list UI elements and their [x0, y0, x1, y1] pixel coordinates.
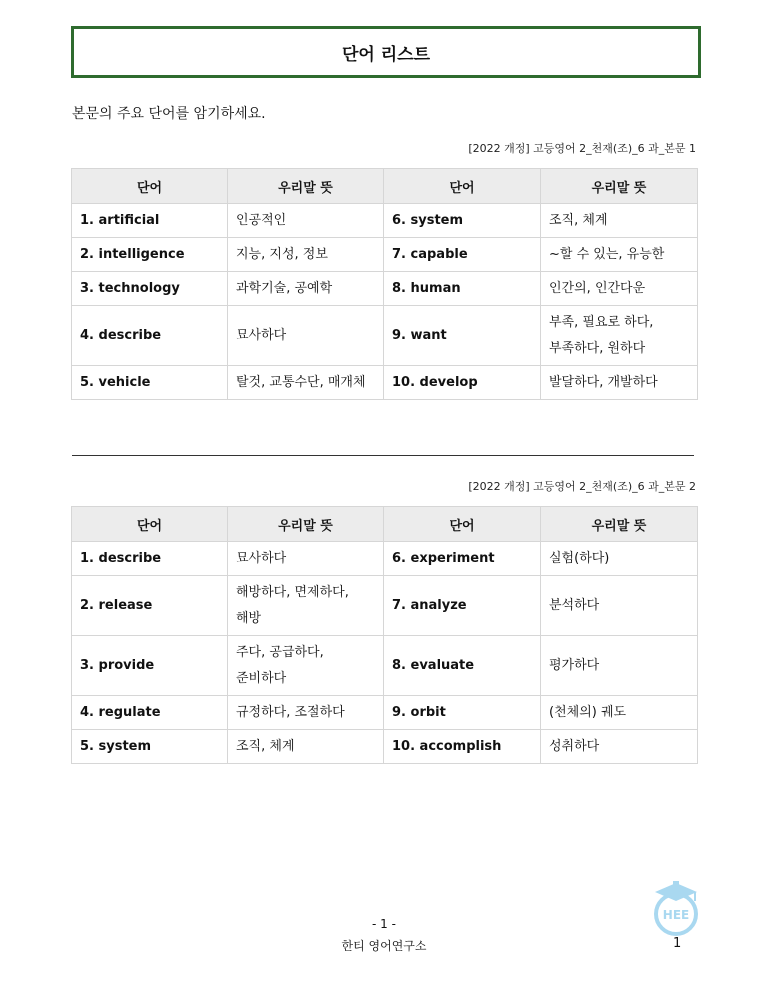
meaning-line: 부족, 필요로 하다,	[549, 314, 654, 330]
meaning-cell	[228, 272, 384, 306]
logo-text: HEE	[662, 908, 690, 922]
meaning-line: 발달하다, 개발하다	[549, 374, 658, 390]
column-header: 우리말 뜻	[228, 169, 384, 204]
meaning-cell	[228, 696, 384, 730]
word-cell: 5. system	[72, 730, 228, 764]
table-row	[72, 576, 698, 636]
meaning-line: 묘사하다	[236, 550, 287, 566]
meaning-cell	[228, 636, 384, 696]
meaning-cell	[228, 576, 384, 636]
meaning-cell	[228, 542, 384, 576]
word-cell: 10. develop	[384, 366, 541, 400]
word-cell: 6. experiment	[384, 542, 541, 576]
meaning-cell	[541, 272, 698, 306]
meaning-cell	[541, 696, 698, 730]
meaning-line: 주다, 공급하다,	[236, 644, 324, 660]
word-cell: 8. human	[384, 272, 541, 306]
table-row	[72, 636, 698, 696]
table-row	[72, 204, 698, 238]
meaning-cell	[541, 238, 698, 272]
page-number: - 1 -	[372, 917, 396, 931]
meaning-line: 실험(하다)	[549, 550, 610, 566]
table-row	[72, 542, 698, 576]
column-header: 단어	[384, 169, 541, 204]
column-header: 단어	[72, 507, 228, 542]
meaning-cell	[228, 238, 384, 272]
page-title: 단어 리스트	[341, 44, 431, 65]
meaning-line: 과학기술, 공예학	[236, 280, 333, 296]
meaning-line: ~할 수 있는, 유능한	[549, 246, 665, 262]
meaning-line: 규정하다, 조절하다	[236, 704, 345, 720]
word-cell: 5. vehicle	[72, 366, 228, 400]
meaning-line: 해방	[236, 610, 262, 626]
column-header: 단어	[72, 169, 228, 204]
word-cell: 2. release	[72, 576, 228, 636]
meaning-line: 성취하다	[549, 738, 600, 754]
word-cell: 9. orbit	[384, 696, 541, 730]
meaning-cell	[228, 306, 384, 366]
table-row	[72, 696, 698, 730]
word-cell: 10. accomplish	[384, 730, 541, 764]
section-source: [2022 개정] 고등영어 2_천재(조)_6 과_본문 1	[468, 142, 696, 155]
meaning-cell	[541, 636, 698, 696]
word-cell: 3. technology	[72, 272, 228, 306]
word-cell: 1. describe	[72, 542, 228, 576]
page-corner-number: 1	[673, 936, 682, 951]
meaning-cell	[228, 730, 384, 764]
table-row	[72, 272, 698, 306]
column-header: 우리말 뜻	[541, 169, 698, 204]
word-cell: 3. provide	[72, 636, 228, 696]
table-row	[72, 238, 698, 272]
word-cell: 8. evaluate	[384, 636, 541, 696]
meaning-line: 조직, 체계	[549, 212, 608, 228]
word-cell: 2. intelligence	[72, 238, 228, 272]
word-cell: 9. want	[384, 306, 541, 366]
meaning-line: 인간의, 인간다운	[549, 280, 646, 296]
meaning-cell	[541, 204, 698, 238]
title-box	[71, 26, 701, 78]
word-cell: 7. capable	[384, 238, 541, 272]
word-cell: 7. analyze	[384, 576, 541, 636]
table-header-row	[72, 169, 698, 204]
footer-org: 한티 영어연구소	[341, 939, 427, 953]
section-source: [2022 개정] 고등영어 2_천재(조)_6 과_본문 2	[468, 480, 696, 493]
meaning-line: 평가하다	[549, 657, 600, 673]
meaning-cell	[228, 366, 384, 400]
word-cell: 4. describe	[72, 306, 228, 366]
meaning-line: 분석하다	[549, 597, 600, 613]
meaning-line: 탈것, 교통수단, 매개체	[236, 374, 366, 390]
meaning-cell	[541, 366, 698, 400]
meaning-cell	[228, 204, 384, 238]
meaning-line: 묘사하다	[236, 327, 287, 343]
meaning-cell	[541, 730, 698, 764]
vocab-table	[71, 506, 698, 764]
meaning-line: 부족하다, 원하다	[549, 340, 646, 356]
table-header-row	[72, 507, 698, 542]
meaning-cell	[541, 542, 698, 576]
table-row	[72, 366, 698, 400]
table-row	[72, 730, 698, 764]
column-header: 우리말 뜻	[228, 507, 384, 542]
column-header: 우리말 뜻	[541, 507, 698, 542]
meaning-cell	[541, 306, 698, 366]
word-cell: 4. regulate	[72, 696, 228, 730]
column-header: 단어	[384, 507, 541, 542]
table-row	[72, 306, 698, 366]
word-cell: 6. system	[384, 204, 541, 238]
instruction-text: 본문의 주요 단어를 암기하세요.	[72, 106, 266, 122]
meaning-line: 조직, 체계	[236, 738, 295, 754]
word-cell: 1. artificial	[72, 204, 228, 238]
meaning-cell	[541, 576, 698, 636]
section-divider	[72, 455, 694, 456]
vocab-table	[71, 168, 698, 400]
meaning-line: 지능, 지성, 정보	[236, 246, 328, 262]
meaning-line: (천체의) 궤도	[549, 704, 627, 720]
meaning-line: 인공적인	[236, 212, 287, 228]
meaning-line: 해방하다, 면제하다,	[236, 584, 349, 600]
meaning-line: 준비하다	[236, 670, 287, 686]
